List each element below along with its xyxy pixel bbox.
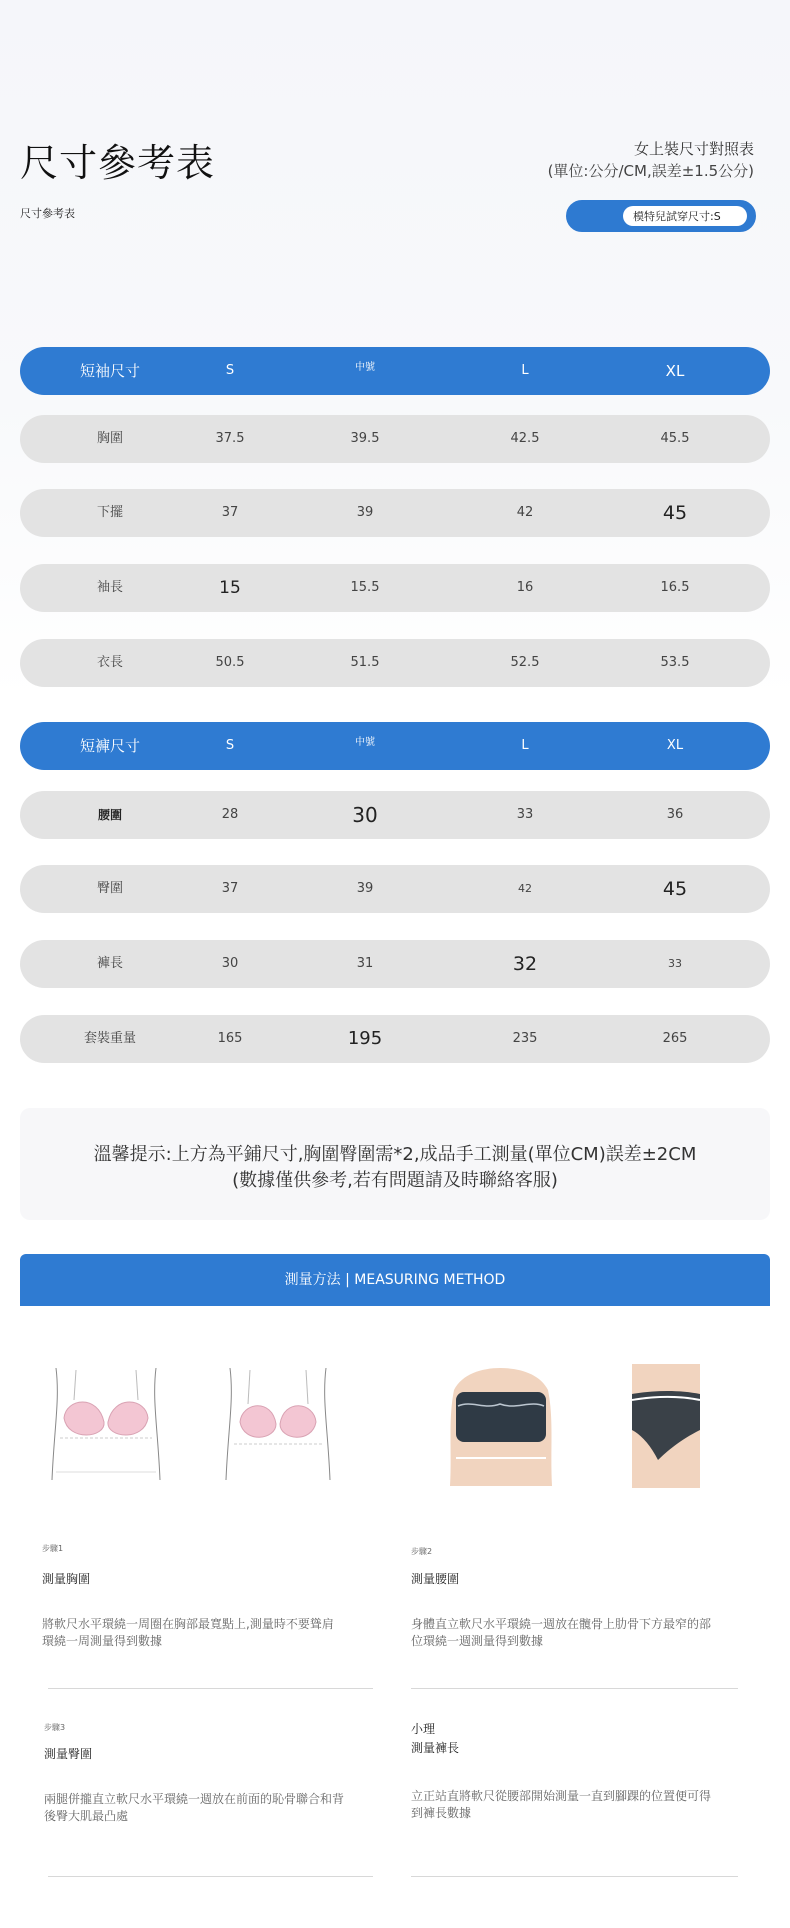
tops-header-xl: XL bbox=[665, 362, 685, 380]
torso-measure-illustration bbox=[442, 1360, 560, 1490]
table-cell: 15.5 bbox=[350, 580, 380, 595]
step-description: 將軟尺水平環繞一周圈在胸部最寬點上,測量時不要聳肩環繞一周測量得到數據 bbox=[42, 1617, 334, 1648]
table-cell: 39.5 bbox=[350, 431, 380, 446]
tops-header-s: S bbox=[225, 363, 235, 378]
row-label: 臀圍 bbox=[96, 881, 123, 896]
step-description: 立正站直將軟尺從腰部開始測量一直到腳踝的位置便可得到褲長數據 bbox=[411, 1789, 712, 1820]
table-cell: 42 bbox=[518, 882, 532, 895]
table-cell: 52.5 bbox=[510, 655, 540, 670]
model-size-badge bbox=[566, 200, 756, 232]
table-cell: 50.5 bbox=[215, 655, 245, 670]
step-number: 步驟2 bbox=[411, 1547, 433, 1556]
table-cell: 16.5 bbox=[660, 580, 690, 595]
size-chart-unit: (單位:公分/CM,誤差±1.5公分) bbox=[547, 162, 754, 180]
page-title: 尺寸參考表 bbox=[20, 141, 216, 185]
step-number: 小理 bbox=[411, 1722, 436, 1736]
table-cell: 45.5 bbox=[660, 431, 690, 446]
table-cell: 165 bbox=[217, 1031, 243, 1046]
row-label: 套裝重量 bbox=[83, 1031, 136, 1046]
step-title: 測量褲長 bbox=[411, 1741, 460, 1755]
table-row bbox=[20, 1015, 770, 1063]
tip-line-1: 溫馨提示:上方為平鋪尺寸,胸圍臀圍需*2,成品手工測量(單位CM)誤差±2CM bbox=[93, 1144, 697, 1165]
size-chart-title: 女上裝尺寸對照表 bbox=[633, 140, 754, 158]
bottoms-header-s: S bbox=[225, 738, 235, 753]
divider bbox=[411, 1876, 738, 1877]
step-4 bbox=[411, 1720, 711, 1822]
table-row bbox=[20, 865, 770, 913]
tops-header-row bbox=[20, 347, 770, 395]
table-cell: 39 bbox=[356, 881, 374, 896]
step-title: 測量腰圍 bbox=[411, 1572, 460, 1586]
table-row bbox=[20, 791, 770, 839]
table-cell: 45 bbox=[662, 502, 688, 524]
step-1 bbox=[42, 1543, 342, 1650]
table-cell: 265 bbox=[662, 1031, 688, 1046]
tops-header-l: L bbox=[521, 363, 529, 378]
table-cell: 42.5 bbox=[510, 431, 540, 446]
row-label: 褲長 bbox=[96, 956, 123, 971]
tip-line-2: (數據僅供參考,若有問題請及時聯絡客服) bbox=[232, 1170, 558, 1191]
row-label: 胸圍 bbox=[96, 431, 123, 446]
bra-front-illustration bbox=[46, 1360, 166, 1490]
step-title: 測量胸圍 bbox=[42, 1572, 91, 1586]
table-cell: 33 bbox=[668, 957, 682, 970]
table-cell: 28 bbox=[221, 807, 239, 822]
page-subtitle: 尺寸參考表 bbox=[20, 207, 75, 220]
bottoms-header-label: 短褲尺寸 bbox=[79, 737, 140, 755]
row-label: 下擺 bbox=[96, 505, 123, 520]
table-cell: 37 bbox=[221, 881, 239, 896]
table-cell: 195 bbox=[347, 1028, 383, 1049]
briefs-measure-illustration bbox=[626, 1360, 702, 1490]
row-label: 袖長 bbox=[96, 580, 123, 595]
bottoms-header-xl: XL bbox=[666, 738, 684, 753]
table-row bbox=[20, 415, 770, 463]
step-title: 測量臀圍 bbox=[44, 1747, 93, 1761]
table-cell: 36 bbox=[666, 807, 684, 822]
table-cell: 45 bbox=[662, 878, 688, 900]
table-cell: 15 bbox=[219, 578, 241, 598]
table-cell: 30 bbox=[221, 956, 239, 971]
bra-side-illustration bbox=[218, 1360, 338, 1490]
table-row bbox=[20, 489, 770, 537]
step-2 bbox=[411, 1546, 711, 1650]
table-cell: 53.5 bbox=[660, 655, 690, 670]
table-row bbox=[20, 639, 770, 687]
table-cell: 39 bbox=[356, 505, 374, 520]
bottoms-header-row bbox=[20, 722, 770, 770]
table-cell: 33 bbox=[516, 807, 534, 822]
table-cell: 42 bbox=[516, 505, 534, 520]
measuring-method-header: 測量方法 | MEASURING METHOD bbox=[20, 1254, 770, 1306]
table-row bbox=[20, 564, 770, 612]
table-row bbox=[20, 940, 770, 988]
bottoms-header-m: 中號 bbox=[355, 737, 375, 748]
step-description: 兩腿併攏直立軟尺水平環繞一週放在前面的恥骨聯合和背後臀大肌最凸處 bbox=[44, 1792, 345, 1823]
step-number: 步驟3 bbox=[44, 1723, 66, 1732]
table-cell: 30 bbox=[352, 803, 378, 827]
divider bbox=[48, 1688, 373, 1689]
table-cell: 235 bbox=[512, 1031, 538, 1046]
row-label: 腰圍 bbox=[97, 808, 122, 822]
tops-header-m: 中號 bbox=[355, 362, 375, 373]
bottoms-header-l: L bbox=[521, 738, 529, 753]
model-size-label: 模特兒試穿尺寸:S bbox=[623, 206, 747, 226]
step-description: 身體直立軟尺水平環繞一週放在髖骨上肋骨下方最窄的部位環繞一週測量得到數據 bbox=[411, 1617, 712, 1648]
step-3 bbox=[44, 1722, 344, 1825]
table-cell: 31 bbox=[356, 956, 374, 971]
table-cell: 16 bbox=[516, 580, 534, 595]
table-cell: 51.5 bbox=[350, 655, 380, 670]
table-cell: 37 bbox=[221, 505, 239, 520]
tops-header-label: 短袖尺寸 bbox=[79, 362, 140, 380]
divider bbox=[411, 1688, 738, 1689]
tip-box bbox=[20, 1108, 770, 1220]
divider bbox=[48, 1876, 373, 1877]
step-number: 步驟1 bbox=[42, 1544, 64, 1553]
table-cell: 32 bbox=[512, 953, 538, 975]
table-cell: 37.5 bbox=[215, 431, 245, 446]
row-label: 衣長 bbox=[96, 655, 123, 670]
